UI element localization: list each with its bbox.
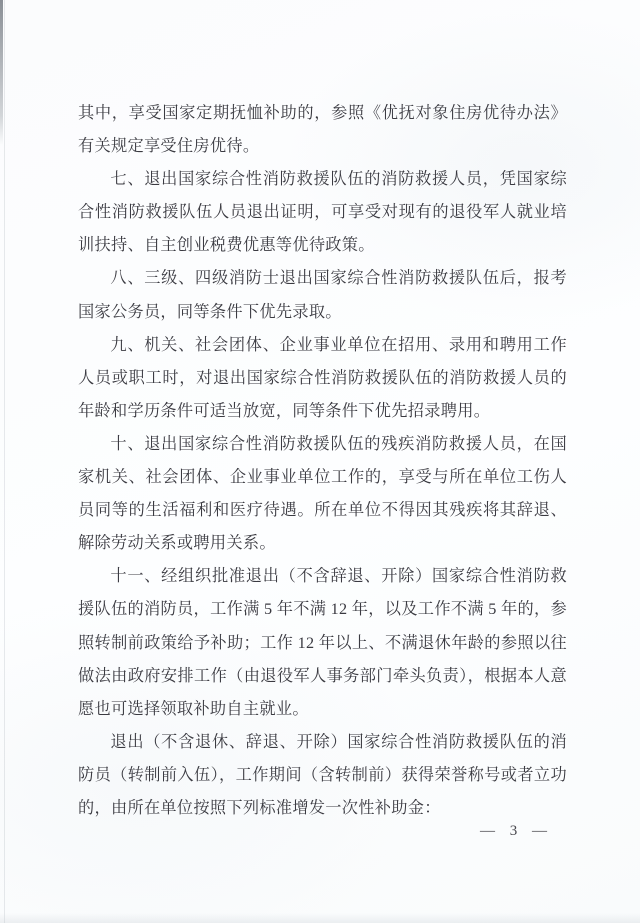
scan-edge-artifact-bottom: [0, 913, 640, 923]
paragraph-honor-extra-subsidy: 退出（不含退休、辞退、开除）国家综合性消防救援队伍的消防员（转制前入伍），工作期间（含转制前）获得荣誉称号或者立功的，由所在单位按照下列标准增发一次性补助金：: [78, 732, 567, 817]
paragraph-item-7-employment-support: 七、退出国家综合性消防救援队伍的消防救援人员，凭国家综合性消防救援队伍人员退出证明，可享受对现有的退役军人就业培训扶持、自主创业税费优惠等优待政策。: [78, 170, 567, 255]
paragraph-item-10-disabled-personnel-welfare: 十、退出国家综合性消防救援队伍的残疾消防救援人员，在国家机关、社会团体、企业事业单位工作的，享受与所在单位工伤人员同等的生活福利和医疗待遇。所在单位不得因其残疾将其辞退、解除劳动关系或聘用关系。: [78, 434, 567, 553]
page-number: — 3 —: [480, 823, 550, 839]
paragraph-item-8-civil-service-priority: 八、三级、四级消防士退出国家综合性消防救援队伍后，报考国家公务员，同等条件下优先录取。: [78, 269, 567, 321]
paragraph-item-11-subsidy-and-job-arrangement: 十一、经组织批准退出（不含辞退、开除）国家综合性消防救援队伍的消防员，工作满 5 年不满 12 年，以及工作不满 5 年的，参照转制前政策给予补助；工作 12 年以上、不满退休年龄的参照以往做法由政府安排工作（由退役军人事务部门牵头负责），根据本人意愿也可选择领取补助自主就业。: [78, 567, 567, 718]
paragraph-housing-preference-continuation: 其中，享受国家定期抚恤补助的，参照《优抚对象住房优待办法》有关规定享受住房优待。: [78, 104, 567, 156]
paragraph-item-9-hiring-relaxation: 九、机关、社会团体、企业事业单位在招用、录用和聘用工作人员或职工时，对退出国家综合性消防救援队伍的消防救援人员的年龄和学历条件可适当放宽，同等条件下优先招录聘用。: [78, 335, 567, 420]
document-body: [78, 97, 567, 825]
scan-edge-artifact-line: [4, 0, 5, 923]
scan-edge-artifact-dark: [0, 0, 3, 145]
